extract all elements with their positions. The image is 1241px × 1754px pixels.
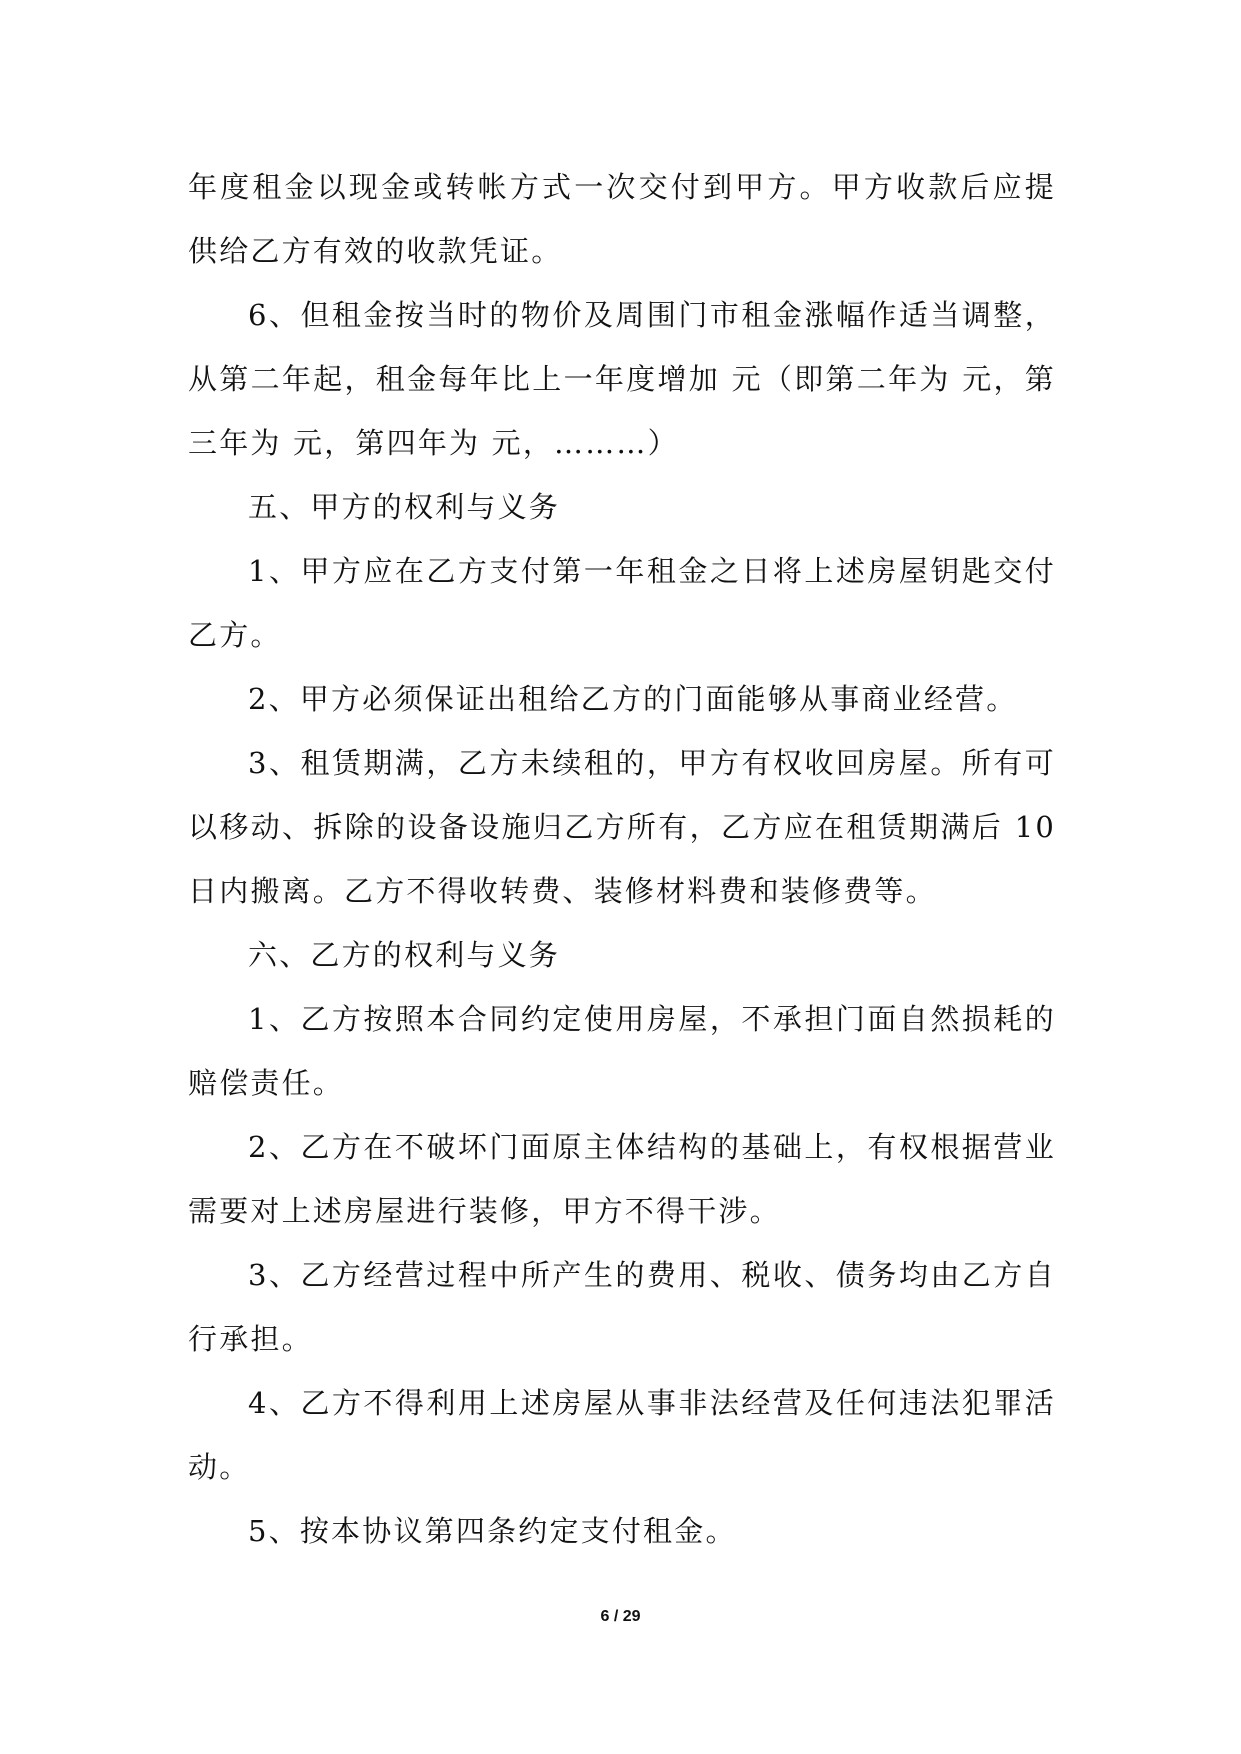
paragraph-party-b-item-2: 2、乙方在不破坏门面原主体结构的基础上，有权根据营业需要对上述房屋进行装修，甲方不得干涉。 [188,1130,1056,1228]
paragraph-party-a-item-3: 3、租赁期满，乙方未续租的，甲方有权收回房屋。所有可以移动、拆除的设备设施归乙方所有，乙方应在租赁期满后 10 日内搬离。乙方不得收转费、装修材料费和装修费等。 [188,746,1056,908]
paragraph-party-b-item-4: 4、乙方不得利用上述房屋从事非法经营及任何违法犯罪活动。 [188,1386,1056,1484]
section-heading-party-a: 五、甲方的权利与义务 [248,490,561,524]
paragraph-rent-payment-continued: 年度租金以现金或转帐方式一次交付到甲方。甲方收款后应提供给乙方有效的收款凭证。 [188,170,1056,268]
document-body [188,155,1056,1563]
paragraph-party-a-item-2: 2、甲方必须保证出租给乙方的门面能够从事商业经营。 [248,682,1018,716]
paragraph-party-a-item-1: 1、甲方应在乙方支付第一年租金之日将上述房屋钥匙交付乙方。 [188,554,1056,652]
paragraph-party-b-item-1: 1、乙方按照本合同约定使用房屋，不承担门面自然损耗的赔偿责任。 [188,1002,1056,1100]
paragraph-party-b-item-3: 3、乙方经营过程中所产生的费用、税收、债务均由乙方自行承担。 [188,1258,1056,1356]
paragraph-rent-adjustment: 6、但租金按当时的物价及周围门市租金涨幅作适当调整，从第二年起，租金每年比上一年度增加 元（即第二年为 元，第三年为 元，第四年为 元，………） [188,298,1056,460]
page-number: 6 / 29 [600,1608,641,1625]
section-heading-party-b: 六、乙方的权利与义务 [248,938,561,972]
paragraph-party-b-item-5: 5、按本协议第四条约定支付租金。 [248,1514,737,1548]
